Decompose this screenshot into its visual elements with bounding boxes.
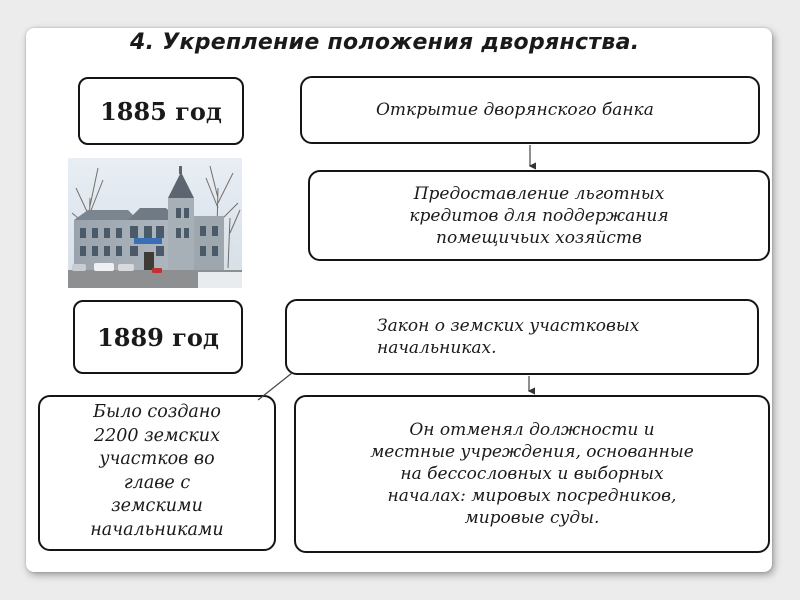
bank-opening-box [300,76,760,144]
credit-box [308,170,770,261]
abolition-text: Он отменял должности и местные учреждения, основанные на бессословных и выборных началах: мировых посредников, мировые суды. [370,420,694,528]
zemstvo-law-text: Закон о земских участковых начальниках. [377,316,640,358]
year-1885-box [78,77,244,145]
abolition-box [294,395,770,553]
year-1889-box [73,300,243,374]
year-1889-label: 1889 год [97,322,219,352]
credit-text: Предоставление льготных кредитов для поддержания помещичьих хозяйств [409,183,669,248]
zemstvo-districts-box [38,395,276,551]
noble-bank-building-photo [68,158,242,288]
bank-opening-text: Открытие дворянского банка [376,100,654,120]
year-1885-label: 1885 год [100,96,222,126]
zemstvo-law-box [285,299,759,375]
zemstvo-districts-text: Было создано 2200 земских участков во главе с земскими начальниками [90,402,224,540]
slide-title: 4. Укрепление положения дворянства. [130,30,640,55]
